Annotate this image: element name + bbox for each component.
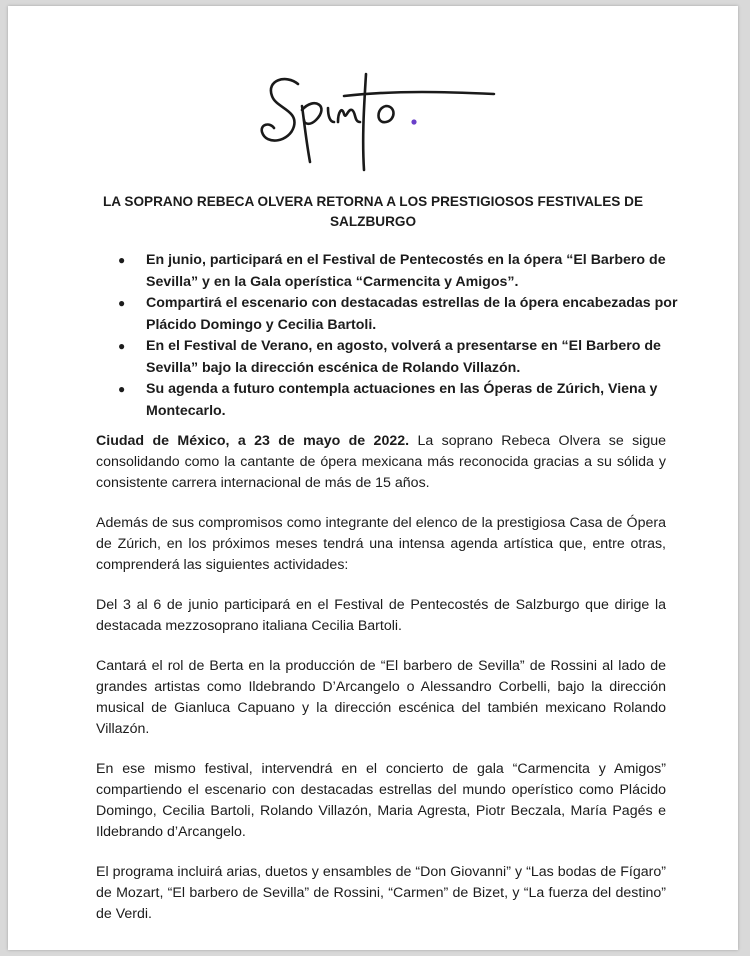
paragraph: Del 3 al 6 de junio participará en el Festival de Pentecostés de Salzburgo que dirige la destacada mezzosoprano italiana Cecilia Bartoli.: [96, 597, 666, 634]
bullet-text: Compartirá el escenario con destacadas estrellas de la ópera encabezadas por Plácido Domingo y Cecilia Bartoli.: [146, 295, 678, 333]
intro-text: La soprano Rebeca Olvera se sigue consolidando como la cantante de ópera mexicana más reconocida gracias a su sólida y consistente carrera internacional de más de 15 años.: [96, 433, 667, 491]
paragraph: En ese mismo festival, intervendrá en el concierto de gala “Carmencita y Amigos” compartiendo el escenario con destacadas estrellas del mundo operístico como Plácido Domingo, Cecilia Bartoli, Rolando Villazón, Maria Agresta, Piotr Beczala, María Pagés e Ildebrando d’Arcangelo.: [96, 761, 666, 840]
bullet-text: En junio, participará en el Festival de Pentecostés en la ópera “El Barbero de Sevilla” y en la Gala operística “Carmencita y Amigos”.: [146, 252, 666, 290]
list-item: [118, 379, 678, 422]
bullet-icon: ●: [118, 339, 126, 353]
bullet-icon: ●: [118, 253, 126, 267]
logo-dot-icon: [411, 119, 416, 124]
bullet-icon: ●: [118, 382, 126, 396]
paragraph: Cantará el rol de Berta en la producción de “El barbero de Sevilla” de Rossini al lado de grandes artistas como Ildebrando D’Arcangelo o Alessandro Corbelli, bajo la dirección musical de Gianluca Capuano y la dirección escénica del también mexicano Rolando Villazón.: [96, 658, 666, 737]
bullet-text: Su agenda a futuro contempla actuaciones en las Óperas de Zúrich, Viena y Montecarlo.: [146, 381, 658, 419]
bullet-icon: ●: [118, 296, 126, 310]
paragraph: El programa incluirá arias, duetos y ensambles de “Don Giovanni” y “Las bodas de Fígaro” de Mozart, “El barbero de Sevilla” de Rossini, “Carmen” de Bizet, y “La fuerza del destino” de Verdi.: [96, 864, 666, 922]
highlights-list: [118, 250, 678, 422]
paragraph: Además de sus compromisos como integrante del elenco de la prestigiosa Casa de Ópera de Zúrich, en los próximos meses tendrá una intensa agenda artística que, entre otras, comprenderá las siguientes actividades:: [96, 515, 666, 573]
paragraph-intro: [96, 431, 666, 494]
document-page: [8, 6, 738, 950]
list-item: [118, 336, 678, 379]
press-release-title: LA SOPRANO REBECA OLVERA RETORNA A LOS PRESTIGIOSOS FESTIVALES DE SALZBURGO: [102, 194, 644, 229]
dateline: Ciudad de México, a 23 de mayo de 2022.: [96, 433, 410, 449]
list-item: [118, 250, 678, 293]
bullet-text: En el Festival de Verano, en agosto, volverá a presentarse en “El Barbero de Sevilla” bajo la dirección escénica de Rolando Villazón.: [146, 338, 661, 376]
spinto-logo: [258, 66, 498, 176]
list-item: [118, 293, 678, 336]
body-text: [96, 431, 666, 944]
